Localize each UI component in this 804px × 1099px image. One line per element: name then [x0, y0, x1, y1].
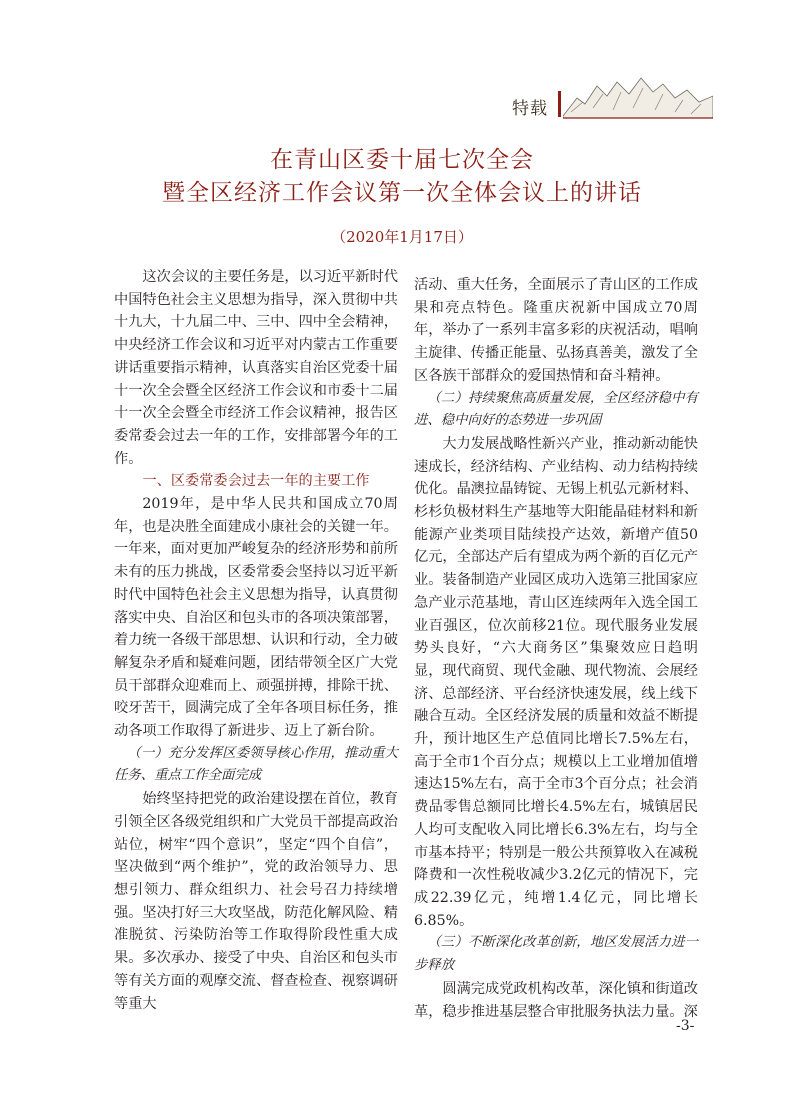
- section-heading: 一、区委常委会过去一年的主要工作: [142, 473, 370, 490]
- paragraph: 大力发展战略性新兴产业，推动新动能快速成长，经济结构、产业结构、动力结构持续优化。晶澳拉晶铸锭、无锡上机弘元新材料、杉杉负极材料生产基地等大阳能晶硅材料和新能源产业类项目陆续投产达效，新增产值50亿元，全部达产后有望成为两个新的百亿元产业。装备制造产业园区成功入选第三批国家应急产业示范基地，青山区连续两年入选全国工业百强区，位次前移21位。现代服务业发展势头良好，“六大商务区”集聚效应日趋明显，现代商贸、现代金融、现代物流、会展经济、总部经济、平台经济快速发展，线上线下融合互动。全区经济发展的质量和效益不断提升，预计地区生产总值同比增长7.5%左右，高于全市1个百分点；规模以上工业增加值增速达15%左右，高于全市3个百分点；社会消费品零售总额同比增长4.5%左右，城镇居民人均可支配收入同比增长6.3%左右，均与全市基本持平；特别是一般公共预算收入在减税降费和一次性税收减少3.2亿元的情况下，完成22.39亿元，纯增1.4亿元，同比增长6.85%。: [414, 435, 698, 929]
- paragraph: 这次会议的主要任务是，以习近平新时代中国特色社会主义思想为指导，深入贯彻中共十九大，十九届二中、三中、四中全会精神，中央经济工作会议和习近平对内蒙古工作重要讲话重要指示精神，认真落实自治区党委十届十一次全会暨全区经济工作会议和市委十二届十一次全会暨全市经济工作会议精神，报告区委常委会过去一年的工作，安排部署今年的工作。: [114, 269, 398, 467]
- article-date: （2020年1月17日）: [331, 228, 473, 246]
- right-column: [414, 274, 698, 1023]
- section-label: 特载: [512, 99, 548, 119]
- mountain-landscape-icon: [563, 68, 713, 122]
- paragraph: 活动、重大任务，全面展示了青山区的工作成果和亮点特色。隆重庆祝新中国成立70周年，举办了一系列丰富多彩的庆祝活动，唱响主旋律、传播正能量、弘扬真善美，激发了全区各族干部群众的爱国热情和奋斗精神。: [414, 277, 698, 384]
- subsection-heading: （二）持续聚焦高质量发展，全区经济稳中有进、稳中向好的态势进一步巩固: [414, 390, 698, 429]
- article-title-line2: 暨全区经济工作会议第一次全体会议上的讲话: [162, 180, 642, 206]
- page-number: -3-: [676, 1018, 695, 1034]
- article-title-line1: 在青山区委十届七次全会: [270, 147, 534, 173]
- paragraph: 始终坚持把党的政治建设摆在首位，教育引领全区各级党组织和广大党员干部提高政治站位，树牢“四个意识”，坚定“四个自信”，坚决做到“两个维护”，党的政治领导力、思想引领力、群众组织力、社会号召力持续增强。坚决打好三大攻坚战，防范化解风险、精准脱贫、污染防治等工作取得阶段性重大成果。多次承办、接受了中央、自治区和包头市等有关方面的观摩交流、督查检查、视察调研等重大: [114, 791, 398, 1012]
- subsection-heading: （一）充分发挥区委领导核心作用，推动重大任务、重点工作全面完成: [114, 745, 398, 784]
- left-column: [114, 266, 398, 1015]
- paragraph: 圆满完成党政机构改革，深化镇和街道改革，稳步推进基层整合审批服务执法力量。深: [414, 980, 698, 1020]
- paragraph: 2019年，是中华人民共和国成立70周年，也是决胜全面建成小康社会的关键一年。一年来，面对更加严峻复杂的经济形势和前所未有的压力挑战，区委常委会坚持以习近平新时代中国特色社会主义思想为指导，认真贯彻落实中央、自治区和包头市的各项决策部署，着力统一各级干部思想、认识和行动，全力破解复杂矛盾和疑难问题，团结带领全区广大党员干部群众迎难而上、顽强拼搏，排除干扰、咬牙苦干，圆满完成了全年各项目标任务，推动各项工作取得了新进步、迈上了新台阶。: [114, 496, 398, 740]
- subsection-heading: （三）不断深化改革创新，地区发展活力进一步释放: [414, 935, 698, 974]
- header-divider: [558, 91, 561, 117]
